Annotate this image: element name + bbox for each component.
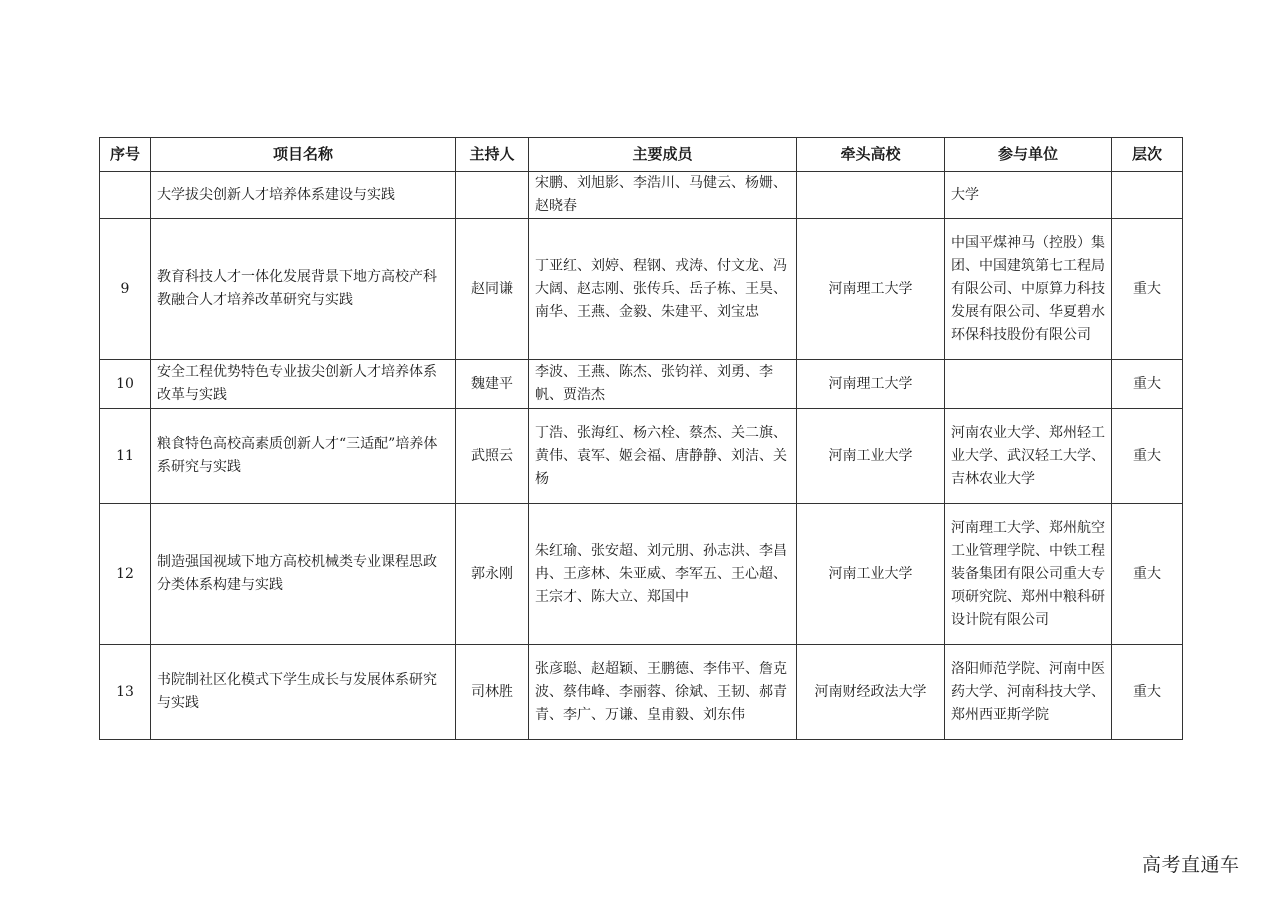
cell-host: 司林胜	[456, 645, 529, 740]
cell-no: 13	[100, 645, 151, 740]
table-header-row	[100, 138, 1183, 172]
cell-host	[456, 172, 529, 219]
cell-host: 武照云	[456, 409, 529, 504]
cell-partners: 大学	[945, 172, 1112, 219]
cell-lead-university: 河南工业大学	[797, 409, 945, 504]
header-level: 层次	[1112, 138, 1183, 172]
cell-lead-university: 河南工业大学	[797, 504, 945, 645]
cell-project-name: 教育科技人才一体化发展背景下地方高校产科教融合人才培养改革研究与实践	[151, 219, 456, 360]
cell-no: 12	[100, 504, 151, 645]
header-lead-university: 牵头高校	[797, 138, 945, 172]
header-members: 主要成员	[529, 138, 797, 172]
table-row	[100, 172, 1183, 219]
cell-no: 10	[100, 360, 151, 409]
cell-level: 重大	[1112, 409, 1183, 504]
cell-members: 张彦聪、赵超颖、王鹏德、李伟平、詹克波、蔡伟峰、李丽蓉、徐斌、王韧、郝青青、李广、万谦、皇甫毅、刘东伟	[529, 645, 797, 740]
cell-level: 重大	[1112, 219, 1183, 360]
cell-project-name: 制造强国视域下地方高校机械类专业课程思政分类体系构建与实践	[151, 504, 456, 645]
cell-project-name: 书院制社区化模式下学生成长与发展体系研究与实践	[151, 645, 456, 740]
cell-no: 9	[100, 219, 151, 360]
header-host: 主持人	[456, 138, 529, 172]
cell-level: 重大	[1112, 504, 1183, 645]
table-row	[100, 409, 1183, 504]
cell-no: 11	[100, 409, 151, 504]
cell-partners: 河南理工大学、郑州航空工业管理学院、中铁工程装备集团有限公司重大专项研究院、郑州中粮科研设计院有限公司	[945, 504, 1112, 645]
cell-members: 丁亚红、刘婷、程钢、戎涛、付文龙、冯大阔、赵志刚、张传兵、岳子栋、王昊、南华、王燕、金毅、朱建平、刘宝忠	[529, 219, 797, 360]
cell-project-name: 粮食特色高校高素质创新人才“三适配”培养体系研究与实践	[151, 409, 456, 504]
cell-host: 郭永刚	[456, 504, 529, 645]
cell-lead-university: 河南理工大学	[797, 219, 945, 360]
cell-project-name: 大学拔尖创新人才培养体系建设与实践	[151, 172, 456, 219]
cell-members: 李波、王燕、陈杰、张钧祥、刘勇、李帆、贾浩杰	[529, 360, 797, 409]
cell-level: 重大	[1112, 645, 1183, 740]
cell-partners: 河南农业大学、郑州轻工业大学、武汉轻工大学、吉林农业大学	[945, 409, 1112, 504]
cell-host: 魏建平	[456, 360, 529, 409]
cell-lead-university: 河南财经政法大学	[797, 645, 945, 740]
header-project-name: 项目名称	[151, 138, 456, 172]
cell-no	[100, 172, 151, 219]
cell-lead-university	[797, 172, 945, 219]
cell-members: 丁浩、张海红、杨六栓、蔡杰、关二旗、黄伟、袁军、姬会福、唐静静、刘洁、关杨	[529, 409, 797, 504]
table-row	[100, 645, 1183, 740]
cell-members: 宋鹏、刘旭影、李浩川、马健云、杨姗、赵晓春	[529, 172, 797, 219]
watermark-text: 高考直通车	[1142, 854, 1240, 876]
table-row	[100, 504, 1183, 645]
cell-members: 朱红瑜、张安超、刘元朋、孙志洪、李昌冉、王彦林、朱亚威、李军五、王心超、王宗才、陈大立、郑国中	[529, 504, 797, 645]
table-row	[100, 360, 1183, 409]
cell-partners: 洛阳师范学院、河南中医药大学、河南科技大学、郑州西亚斯学院	[945, 645, 1112, 740]
table-row	[100, 219, 1183, 360]
cell-lead-university: 河南理工大学	[797, 360, 945, 409]
cell-partners: 中国平煤神马（控股）集团、中国建筑第七工程局有限公司、中原算力科技发展有限公司、华夏碧水环保科技股份有限公司	[945, 219, 1112, 360]
cell-partners	[945, 360, 1112, 409]
cell-level: 重大	[1112, 360, 1183, 409]
header-partners: 参与单位	[945, 138, 1112, 172]
header-no: 序号	[100, 138, 151, 172]
cell-host: 赵同谦	[456, 219, 529, 360]
project-table	[99, 137, 1183, 740]
cell-level	[1112, 172, 1183, 219]
cell-project-name: 安全工程优势特色专业拔尖创新人才培养体系改革与实践	[151, 360, 456, 409]
